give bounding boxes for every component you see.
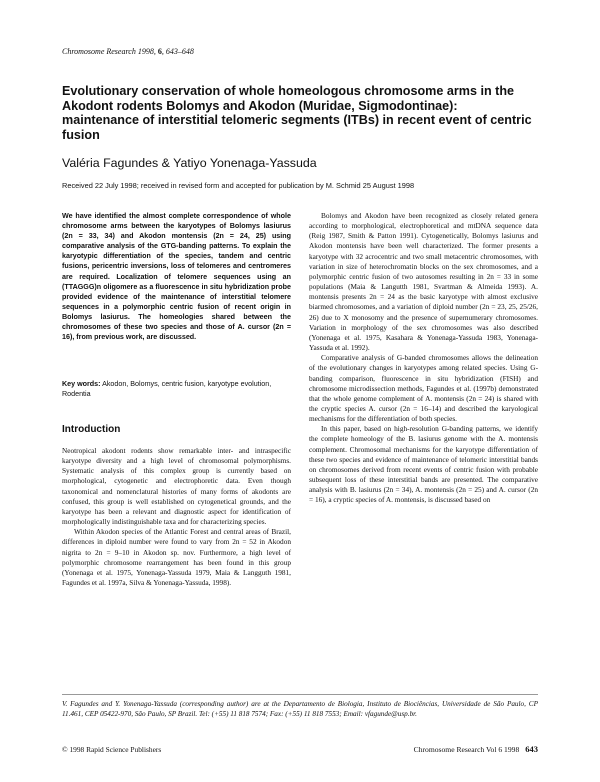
author-footnote: V. Fagundes and Y. Yonenaga-Yassuda (corresponding author) are at the Departamento de Biologia, Instituto de Biociências, Universidade de São Paulo, CP 11.461, CEP 05422-970, São Paulo, SP Brazil. Tel: (+55) 11 818 7574; Fax: (+55) 11 818 7553; Email: vfagunde@usp.br. (62, 700, 538, 719)
keywords-label: Key words: (62, 380, 101, 388)
paragraph: Within Akodon species of the Atlantic Forest and central areas of Brazil, differences in diploid number were found to vary from 2n = 52 in Akodon nigrita to 2n = 9–10 in Akodon sp. nov. Furthermore, a high level of polymorphic chromosome rearrangement has been found in this group (Yonenaga et al. 1975, Yonenaga-Yassuda 1979, Maia & Langguth 1981, Fagundes et al. 1997a, Silva & Yonenaga-Yassuda, 1998). (62, 527, 291, 588)
abstract: We have identified the almost complete correspondence of whole chromosome arms between the karyotypes of Bolomys lasiurus (2n = 33, 34) and Akodon montensis (2n = 24, 25) using comparative analysis of the GTG-banding patterns. To explain the karyotypic differentiation of the species, tandem and centric fusions, pericentric inversions, loss of telomeres and centromeres are required. Localization of telomere sequences using an (TTAGGG)n oligomere as a fluorescence in situ hybridization probe provided evidence of the maintenance of interstitial telomere sequences in a polymorphic centric fusion of recent origin in Bolomys lasiurus. The homeologies shared between the chromosomes of these two species and those of A. cursor (2n = 16), from previous work, are discussed. (62, 212, 291, 342)
paragraph: Bolomys and Akodon have been recognized as closely related genera according to morphological, electrophoretical and mtDNA sequence data (Reig 1987, Smith & Patton 1991). Cytogenetically, Bolomys lasiurus and Akodon montensis have been well characterized. The former presents a karyotype with 32 acrocentric and two small metacentric chromosomes, with variation in size of heterochromatin blocks on the sex chromosomes, and a polymorphic centric fusion of two autosomes resulting in 2n = 33 in some populations (Maia & Langutth 1981, Svartman & Almeida 1993). A. montensis presents 2n = 24 as the basic karyotype with almost exclusive biarmed chromosomes, and a variation of diploid number (2n = 23, 25, 25/26, 26) due to X monosomy and the presence of supernumerary chromosomes. Variation in morphology of the sex chromosomes was also described (Yonenaga et al. 1975, Kasahara & Yonenaga-Yassuda 1983, Yonenaga-Yassuda et al. 1992). (309, 211, 538, 353)
journal-pages: , 643–648 (161, 47, 194, 56)
authors: Valéria Fagundes & Yatiyo Yonenaga-Yassuda (62, 156, 317, 170)
right-column (309, 211, 538, 506)
section-heading-introduction: Introduction (62, 424, 121, 435)
journal-name: Chromosome Research (62, 47, 136, 56)
copyright: © 1998 Rapid Science Publishers (62, 745, 162, 754)
page-footer (414, 744, 538, 754)
keywords-text: Akodon, Bolomys, centric fusion, karyotype evolution, Rodentia (62, 380, 272, 399)
journal-year: 1998, (137, 47, 158, 56)
received-dates: Received 22 July 1998; received in revised form and accepted for publication by M. Schmid 25 August 1998 (62, 181, 415, 190)
footer-journal: Chromosome Research Vol 6 1998 (413, 745, 520, 754)
keywords (62, 379, 291, 399)
paragraph: In this paper, based on high-resolution G-banding patterns, we identify the complete homeology of the B. lasiurus genome with the A. montensis complement. Chromosomal mechanisms for the karyotype differentiation of these two species and evidence of maintenance of telomeric interstitial bands on chromosomes derived from recent events of centric fusion with probable subsequent loss of these interstitial bands are presented. The comparative analysis with B. lasiurus (2n = 34), A. montensis (2n = 25) and A. cursor (2n = 16), a cryptic species of A. montensis, is discussed based on (309, 424, 538, 505)
page-number: 643 (525, 744, 538, 754)
journal-volume: 6 (157, 47, 162, 56)
paragraph: Comparative analysis of G-banded chromosomes allows the delineation of the evolutionary changes in karyotypes among related species. Using G-banding comparison, fluorescence in situ hybridization (FISH) and chromosome microdissection methods, Fagundes et al. (1997b) demonstrated that the whole genome complement of A. montensis (2n = 24) is shared with the cryptic species A. cursor (2n = 16–14) and described the karyological mechanisms for the differentiation of both species. (309, 353, 538, 424)
footnote-divider (62, 694, 538, 695)
paragraph: Neotropical akodont rodents show remarkable inter- and intraspecific karyotype diversity and a high level of chromosomal polymorphisms. Systematic analysis of this complex group is currently based on morphological, cytogenetic and electrophoretic data. Even though taxonomical and nomenclatural histories of many forms of akodonts are confused, this group is well established on cytogenetical grounds, and the karyotype has been a relevant and diagnostic aspect for identification of morphologically indistinguishable taxa and for characterizing species. (62, 446, 291, 527)
journal-citation (62, 47, 194, 56)
paper-title: Evolutionary conservation of whole homeologous chromosome arms in the Akodont rodents Bolomys and Akodon (Muridae, Sigmodontinae): maintenance of interstitial telomeric segments (ITBs) in recent event of centric fusion (62, 84, 532, 142)
introduction-column (62, 446, 291, 588)
